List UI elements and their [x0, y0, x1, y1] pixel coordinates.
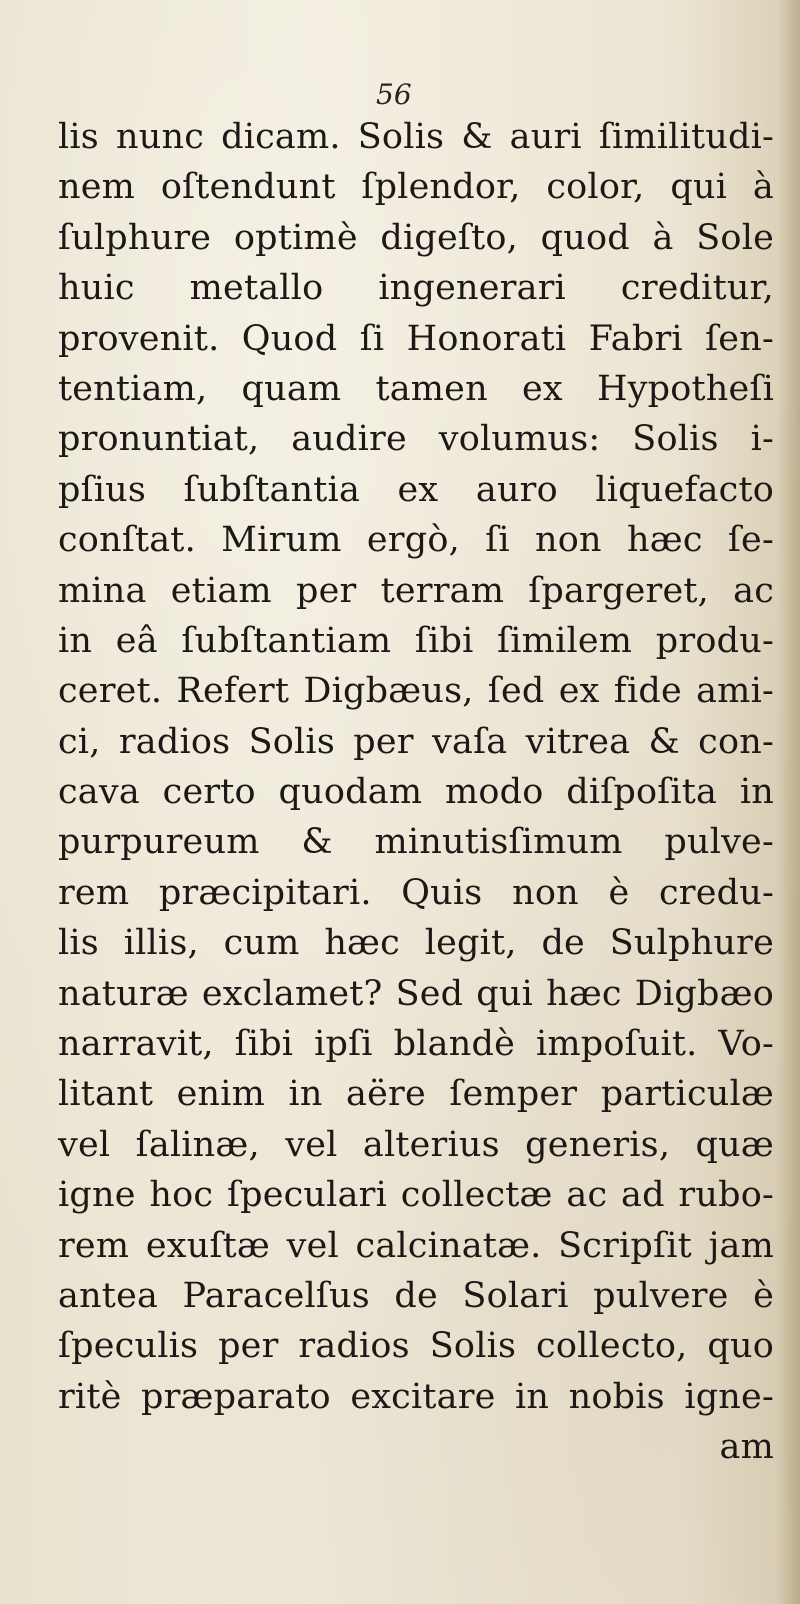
text-line: narravit, ſibi ipſi blandè impoſuit. Vo-	[58, 1024, 774, 1065]
text-line: igne hoc ſpeculari collectæ ac ad rubo-	[58, 1175, 774, 1216]
catchword: am	[719, 1427, 774, 1468]
text-line: lis illis, cum hæc legit, de Sulphure	[58, 923, 774, 964]
text-line: pronuntiat, audire volumus: Solis i-	[58, 419, 774, 460]
page-number: 56	[376, 78, 412, 111]
text-line: provenit. Quod ſi Honorati Fabri ſen-	[58, 318, 774, 359]
text-line: antea Paracelſus de Solari pulvere è	[58, 1275, 774, 1316]
text-line: litant enim in aëre ſemper particulæ	[58, 1074, 774, 1115]
text-line: purpureum & minutisſimum pulve-	[58, 822, 774, 863]
text-line: ſulphure optimè digeſto, quod à Sole	[58, 217, 774, 258]
text-line: cava certo quodam modo diſpoſita in	[58, 772, 774, 813]
text-line: rem præcipitari. Quis non è credu-	[58, 872, 774, 913]
text-line: ſpeculis per radios Solis collecto, quo	[58, 1326, 774, 1367]
text-line: tentiam, quam tamen ex Hypotheſi	[58, 368, 774, 409]
text-line: rem exuſtæ vel calcinatæ. Scripſit jam	[58, 1225, 774, 1266]
text-line: conſtat. Mirum ergò, ſi non hæc ſe-	[58, 520, 774, 561]
text-line: mina etiam per terram ſpargeret, ac	[58, 570, 774, 611]
text-line: in eâ ſubſtantiam ſibi ſimilem produ-	[58, 620, 774, 661]
page-edge-shadow	[778, 0, 800, 1604]
text-line: naturæ exclamet? Sed qui hæc Digbæo	[58, 973, 774, 1014]
text-line: ci, radios Solis per vaſa vitrea & con-	[58, 721, 774, 762]
text-line: ritè præparato excitare in nobis igne-	[58, 1376, 774, 1417]
text-line: lis nunc dicam. Solis & auri ſimilitudi-	[58, 117, 774, 157]
body-text	[58, 112, 774, 1473]
text-line: huic metallo ingenerari creditur,	[58, 268, 774, 309]
text-line: ceret. Refert Digbæus, ſed ex fide ami-	[58, 671, 774, 712]
text-line: nem oſtendunt ſplendor, color, qui à	[58, 167, 774, 208]
text-line: vel ſalinæ, vel alterius generis, quæ	[58, 1124, 774, 1165]
text-line: pſius ſubſtantia ex auro liquefacto	[58, 469, 774, 510]
